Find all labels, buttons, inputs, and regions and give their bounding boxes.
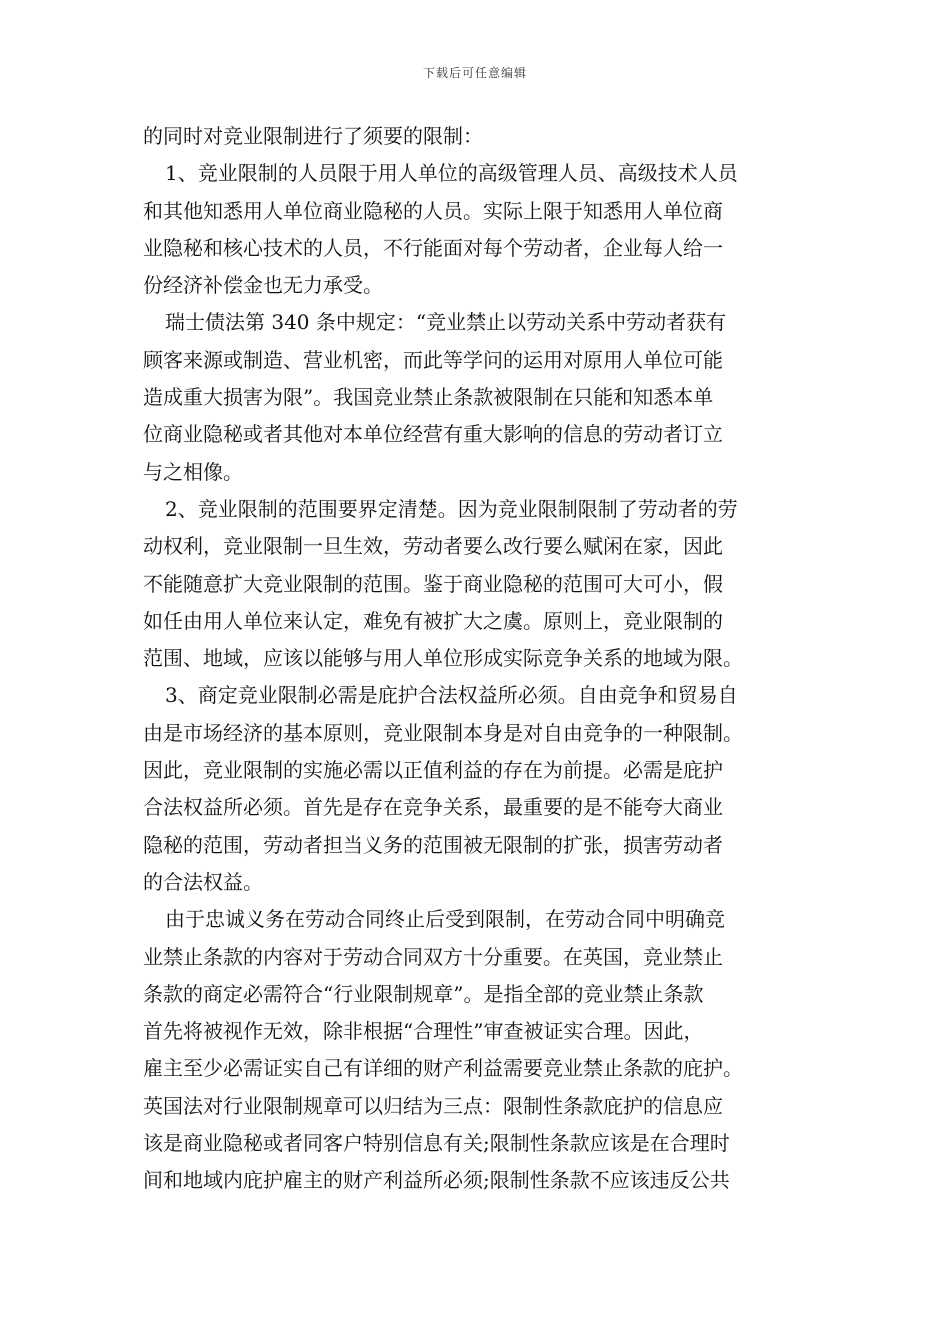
- text-line: 由是市场经济的基本原则，竞业限制本身是对自由竞争的一种限制。: [143, 720, 743, 745]
- text-line: 隐秘的范围，劳动者担当义务的范围被无限制的扩张，损害劳动者: [143, 832, 723, 857]
- text-line: 范围、地域，应该以能够与用人单位形成实际竞争关系的地域为限。: [143, 646, 743, 671]
- text-line: 雇主至少必需证实自己有详细的财产利益需要竞业禁止条款的庇护。: [143, 1056, 743, 1081]
- text-line: 和其他知悉用人单位商业隐秘的人员。实际上限于知悉用人单位商: [143, 198, 723, 223]
- page-header: 下载后可任意编辑: [422, 66, 527, 80]
- text-line: 因此，竞业限制的实施必需以正值利益的存在为前提。必需是庇护: [143, 758, 723, 783]
- body-text: [143, 118, 819, 1200]
- text-line: 间和地域内庇护雇主的财产利益所必须;限制性条款不应该违反公共: [143, 1168, 730, 1193]
- text-line: 2、竞业限制的范围要界定清楚。因为竞业限制限制了劳动者的劳: [165, 496, 738, 521]
- text-line: 与之相像。: [143, 459, 243, 484]
- text-line: 的合法权益。: [143, 869, 263, 894]
- text-line: 由于忠诚义务在劳动合同终止后受到限制，在劳动合同中明确竞: [165, 907, 725, 932]
- text-line: 业隐秘和核心技术的人员，不行能面对每个劳动者，企业每人给一: [143, 235, 723, 260]
- text-line: 瑞士债法第 340 条中规定：“竞业禁止以劳动关系中劳动者获有: [165, 310, 727, 335]
- text-line: 造成重大损害为限”。我国竞业禁止条款被限制在只能和知悉本单: [143, 385, 714, 410]
- text-line: 如任由用人单位来认定，难免有被扩大之虞。原则上，竞业限制的: [143, 608, 723, 633]
- text-line: 动权利，竞业限制一旦生效，劳动者要么改行要么赋闲在家，因此: [143, 534, 723, 559]
- text-line: 首先将被视作无效，除非根据“合理性”审查被证实合理。因此，: [143, 1019, 704, 1044]
- text-line: 份经济补偿金也无力承受。: [143, 273, 383, 298]
- text-line: 合法权益所必须。首先是存在竞争关系，最重要的是不能夸大商业: [143, 795, 723, 820]
- text-line: 1、竞业限制的人员限于用人单位的高级管理人员、高级技术人员: [165, 161, 738, 186]
- text-line: 顾客来源或制造、营业机密，而此等学问的运用对原用人单位可能: [143, 347, 723, 372]
- text-line: 不能随意扩大竞业限制的范围。鉴于商业隐秘的范围可大可小，假: [143, 571, 723, 596]
- text-line: 位商业隐秘或者其他对本单位经营有重大影响的信息的劳动者订立: [143, 422, 723, 447]
- text-line: 英国法对行业限制规章可以归结为三点：限制性条款庇护的信息应: [143, 1093, 723, 1118]
- text-line: 业禁止条款的内容对于劳动合同双方十分重要。在英国，竞业禁止: [143, 944, 723, 969]
- text-line: 该是商业隐秘或者同客户特别信息有关;限制性条款应该是在合理时: [143, 1131, 730, 1156]
- text-line: 条款的商定必需符合“行业限制规章”。是指全部的竞业禁止条款: [143, 981, 704, 1006]
- text-line: 3、商定竞业限制必需是庇护合法权益所必须。自由竞争和贸易自: [165, 683, 738, 708]
- text-line: 的同时对竞业限制进行了须要的限制：: [143, 124, 483, 148]
